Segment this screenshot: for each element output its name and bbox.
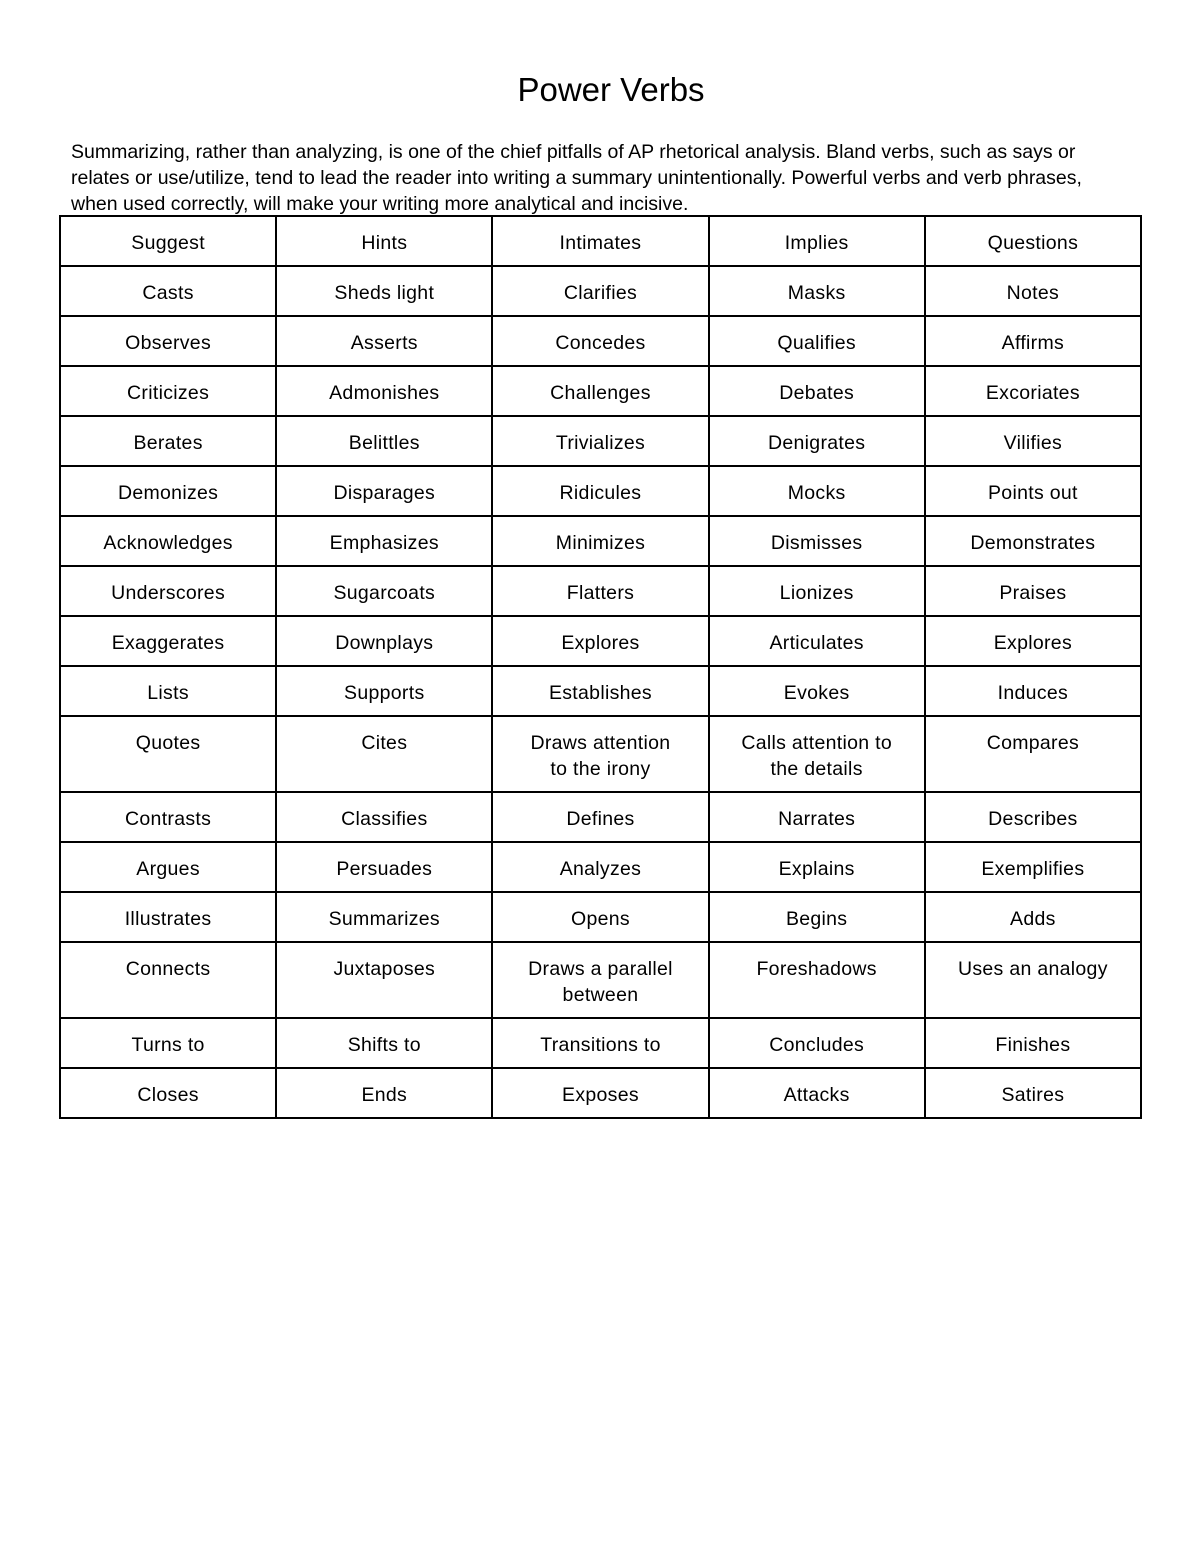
table-cell	[60, 216, 276, 266]
table-cell	[60, 316, 276, 366]
cell-text: Uses an analogy	[957, 958, 1108, 980]
cell-text: Ridicules	[559, 482, 642, 504]
cell-text: Argues	[136, 858, 200, 880]
table-cell	[925, 416, 1141, 466]
table-cell	[925, 1068, 1141, 1118]
cell-text: Classifies	[341, 808, 428, 830]
cell-text: Supports	[344, 682, 425, 704]
table-cell	[492, 716, 708, 792]
intro-paragraph: Summarizing, rather than analyzing, is one of the chief pitfalls of AP rhetorical analysis. Bland verbs, such as says or relates or use/utilize, tend to lead the reader into writing a summary unintentionally. Powerful verbs and verb phrases, when used correctly, will make your writing more analytical and incisive.	[71, 141, 1082, 215]
table-row	[60, 716, 1141, 792]
cell-text: Attacks	[783, 1084, 850, 1106]
cell-text: Clarifies	[563, 282, 638, 304]
cell-text: Explores	[993, 632, 1073, 654]
table-cell	[276, 1018, 492, 1068]
table-cell	[492, 1068, 708, 1118]
table-cell	[276, 892, 492, 942]
table-cell	[276, 616, 492, 666]
table-cell	[492, 366, 708, 416]
page-title: Power Verbs	[517, 71, 705, 108]
table-cell	[925, 566, 1141, 616]
table-cell	[709, 792, 925, 842]
table-cell	[925, 316, 1141, 366]
table-row	[60, 266, 1141, 316]
cell-text: Acknowledges	[103, 532, 233, 554]
cell-text: Mocks	[787, 482, 846, 504]
cell-text: Opens	[570, 908, 630, 930]
cell-text: Lionizes	[779, 582, 854, 604]
table-cell	[60, 416, 276, 466]
table-cell	[492, 466, 708, 516]
table-cell	[492, 942, 708, 1018]
table-cell	[276, 792, 492, 842]
cell-text: Explores	[561, 632, 640, 654]
cell-text: Masks	[787, 282, 846, 304]
cell-text: Exposes	[562, 1084, 639, 1106]
cell-text: Affirms	[1001, 332, 1065, 354]
table-cell	[709, 942, 925, 1018]
table-cell	[492, 316, 708, 366]
cell-text: Draws attention to the irony	[530, 732, 671, 780]
table-row	[60, 466, 1141, 516]
cell-text: Illustrates	[124, 908, 212, 930]
table-cell	[60, 892, 276, 942]
cell-text: Defines	[566, 808, 635, 830]
cell-text: Demonizes	[117, 482, 219, 504]
table-cell	[709, 666, 925, 716]
table-cell	[492, 1018, 708, 1068]
table-cell	[925, 266, 1141, 316]
cell-text: Denigrates	[768, 432, 866, 454]
cell-text: Admonishes	[329, 382, 440, 404]
table-cell	[925, 792, 1141, 842]
table-cell	[60, 1018, 276, 1068]
cell-text: Finishes	[995, 1034, 1071, 1056]
table-cell	[925, 366, 1141, 416]
cell-text: Sheds light	[334, 282, 435, 304]
table-cell	[60, 616, 276, 666]
table-cell	[60, 842, 276, 892]
cell-text: Emphasizes	[329, 532, 439, 554]
table-cell	[925, 842, 1141, 892]
cell-text: Explains	[778, 858, 855, 880]
table-cell	[925, 466, 1141, 516]
cell-text: Flatters	[566, 582, 635, 604]
table-cell	[60, 942, 276, 1018]
table-cell	[925, 1018, 1141, 1068]
table-row	[60, 942, 1141, 1018]
cell-text: Cites	[361, 732, 408, 754]
cell-text: Excoriates	[985, 382, 1080, 404]
table-row	[60, 1018, 1141, 1068]
table-cell	[492, 792, 708, 842]
cell-text: Foreshadows	[756, 958, 877, 980]
cell-text: Connects	[125, 958, 211, 980]
cell-text: Underscores	[111, 582, 226, 604]
cell-text: Criticizes	[127, 382, 210, 404]
table-cell	[925, 892, 1141, 942]
table-cell	[709, 266, 925, 316]
cell-text: Asserts	[350, 332, 418, 354]
table-row	[60, 316, 1141, 366]
table-cell	[709, 616, 925, 666]
table-cell	[925, 716, 1141, 792]
cell-text: Questions	[987, 232, 1079, 254]
cell-text: Vilifies	[1003, 432, 1063, 454]
table-cell	[709, 566, 925, 616]
cell-text: Contrasts	[125, 808, 212, 830]
table-cell	[492, 666, 708, 716]
cell-text: Concedes	[555, 332, 646, 354]
table-cell	[276, 466, 492, 516]
table-cell	[925, 942, 1141, 1018]
table-cell	[60, 792, 276, 842]
table-cell	[925, 516, 1141, 566]
cell-text: Dismisses	[770, 532, 863, 554]
cell-text: Begins	[785, 908, 848, 930]
cell-text: Closes	[137, 1084, 199, 1106]
cell-text: Points out	[988, 482, 1078, 504]
cell-text: Demonstrates	[970, 532, 1096, 554]
table-row	[60, 842, 1141, 892]
table-cell	[492, 842, 708, 892]
cell-text: Satires	[1001, 1084, 1065, 1106]
table-cell	[60, 716, 276, 792]
cell-text: Disparages	[333, 482, 436, 504]
table-row	[60, 1068, 1141, 1118]
cell-text: Narrates	[778, 808, 856, 830]
table-cell	[60, 666, 276, 716]
cell-text: Shifts to	[347, 1034, 421, 1056]
table-cell	[276, 266, 492, 316]
cell-text: Berates	[133, 432, 203, 454]
cell-text: Exemplifies	[981, 858, 1085, 880]
table-cell	[492, 416, 708, 466]
cell-text: Establishes	[548, 682, 652, 704]
table-cell	[276, 716, 492, 792]
table-cell	[925, 666, 1141, 716]
table-cell	[60, 266, 276, 316]
table-cell	[60, 1068, 276, 1118]
cell-text: Minimizes	[555, 532, 646, 554]
table-cell	[276, 316, 492, 366]
cell-text: Lists	[147, 682, 189, 704]
table-row	[60, 366, 1141, 416]
table-cell	[60, 366, 276, 416]
table-cell	[492, 216, 708, 266]
table-row	[60, 566, 1141, 616]
cell-text: Articulates	[769, 632, 864, 654]
table-cell	[709, 466, 925, 516]
table-cell	[492, 516, 708, 566]
cell-text: Downplays	[335, 632, 434, 654]
table-cell	[276, 842, 492, 892]
table-cell	[276, 942, 492, 1018]
table-row	[60, 616, 1141, 666]
cell-text: Describes	[988, 808, 1078, 830]
table-cell	[709, 1018, 925, 1068]
cell-text: Casts	[142, 282, 194, 304]
cell-text: Persuades	[336, 858, 433, 880]
table-cell	[709, 716, 925, 792]
table-cell	[276, 666, 492, 716]
table-cell	[60, 566, 276, 616]
cell-text: Observes	[125, 332, 212, 354]
table-cell	[709, 366, 925, 416]
table-cell	[276, 366, 492, 416]
cell-text: Turns to	[131, 1034, 205, 1056]
cell-text: Compares	[986, 732, 1080, 754]
table-cell	[60, 466, 276, 516]
table-cell	[276, 516, 492, 566]
cell-text: Summarizes	[328, 908, 440, 930]
cell-text: Praises	[999, 582, 1067, 604]
cell-text: Implies	[784, 232, 849, 254]
cell-text: Analyzes	[559, 858, 642, 880]
table-cell	[492, 566, 708, 616]
cell-text: Calls attention to the details	[741, 732, 892, 780]
table-cell	[709, 416, 925, 466]
table-row	[60, 216, 1141, 266]
table-cell	[276, 416, 492, 466]
table-row	[60, 516, 1141, 566]
cell-text: Notes	[1006, 282, 1060, 304]
cell-text: Suggest	[131, 232, 205, 254]
table-cell	[925, 216, 1141, 266]
cell-text: Draws a parallel between	[528, 958, 673, 1006]
cell-text: Debates	[779, 382, 855, 404]
table-cell	[276, 566, 492, 616]
cell-text: Sugarcoats	[333, 582, 436, 604]
cell-text: Challenges	[550, 382, 651, 404]
cell-text: Induces	[997, 682, 1069, 704]
cell-text: Intimates	[559, 232, 642, 254]
table-cell	[60, 516, 276, 566]
cell-text: Adds	[1010, 908, 1056, 930]
cell-text: Belittles	[348, 432, 420, 454]
power-verbs-table	[59, 215, 1142, 1119]
table-cell	[492, 616, 708, 666]
cell-text: Ends	[361, 1084, 408, 1106]
table-row	[60, 892, 1141, 942]
table-cell	[709, 516, 925, 566]
cell-text: Quotes	[135, 732, 201, 754]
cell-text: Exaggerates	[111, 632, 225, 654]
table-cell	[709, 842, 925, 892]
table-cell	[709, 216, 925, 266]
cell-text: Qualifies	[777, 332, 856, 354]
cell-text: Juxtaposes	[333, 958, 436, 980]
table-cell	[492, 266, 708, 316]
table-row	[60, 666, 1141, 716]
table-cell	[709, 316, 925, 366]
table-cell	[709, 1068, 925, 1118]
table-row	[60, 416, 1141, 466]
table-cell	[276, 216, 492, 266]
table-cell	[276, 1068, 492, 1118]
cell-text: Concludes	[769, 1034, 865, 1056]
table-cell	[492, 892, 708, 942]
cell-text: Transitions to	[540, 1034, 661, 1056]
cell-text: Trivializes	[555, 432, 646, 454]
cell-text: Evokes	[783, 682, 850, 704]
table-cell	[709, 892, 925, 942]
cell-text: Hints	[361, 232, 408, 254]
table-cell	[925, 616, 1141, 666]
table-row	[60, 792, 1141, 842]
